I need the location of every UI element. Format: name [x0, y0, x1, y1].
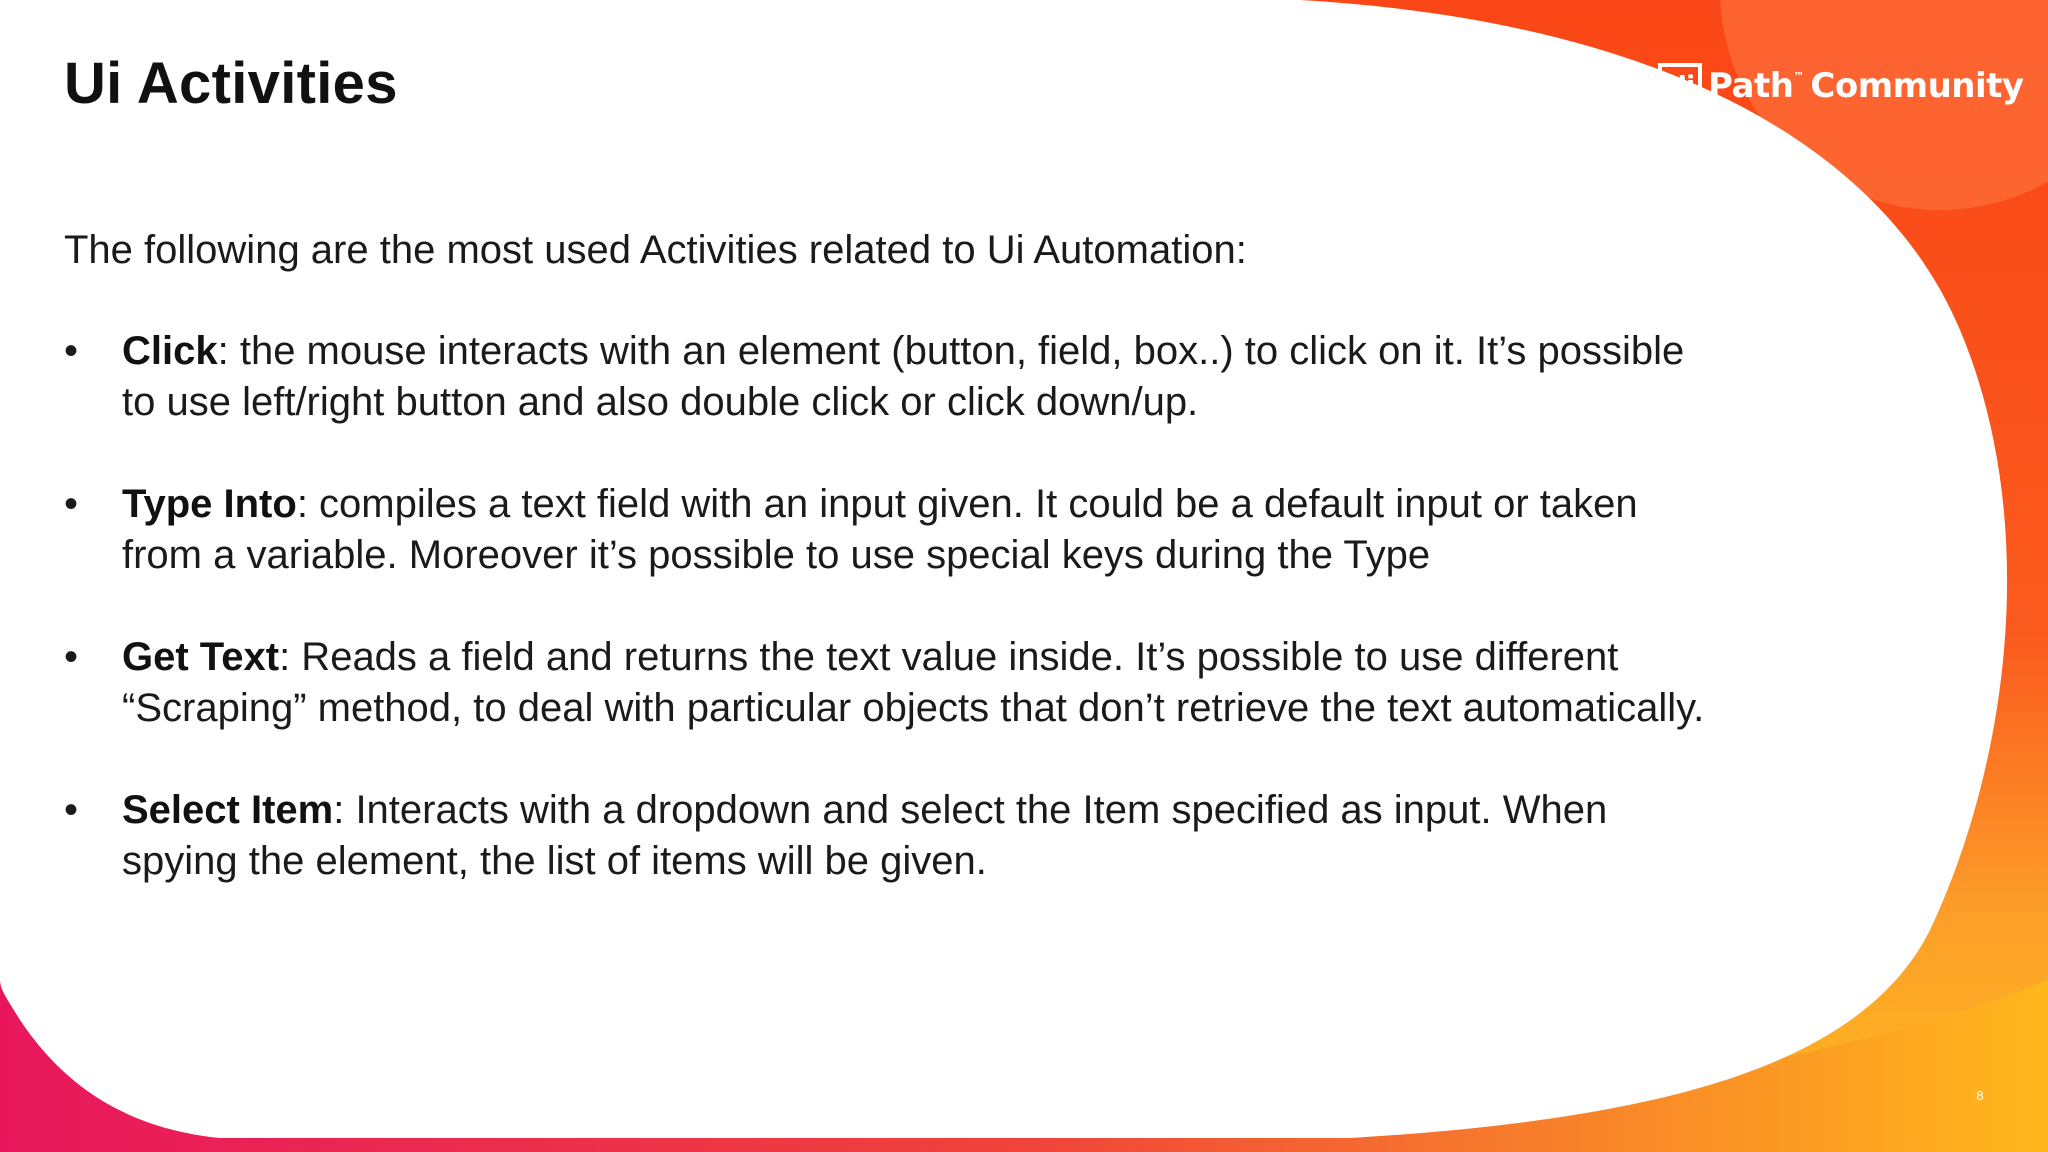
logo-trademark: ™ — [1793, 69, 1805, 83]
logo-community-text: Community — [1810, 66, 2024, 106]
list-item-click — [64, 326, 1724, 428]
uipath-community-logo — [1658, 60, 2024, 112]
activity-description: : Reads a field and returns the text value inside. It’s possible to use different “Scraping” method, to deal with particular objects that don’t retrieve the text automatically. — [122, 635, 1705, 730]
logo-box-mark: Ui — [1658, 63, 1702, 109]
bullet-marker: • — [64, 329, 79, 373]
page-number: 8 — [1976, 1088, 1984, 1103]
activity-term: Click — [122, 329, 218, 373]
activity-term: Get Text — [122, 635, 280, 679]
intro-text: The following are the most used Activities related to Ui Automation: — [64, 228, 1247, 272]
activity-description: : Interacts with a dropdown and select the Item specified as input. When spying the element, the list of items will be given. — [122, 788, 1608, 883]
activity-term: Select Item — [122, 788, 334, 832]
activities-list — [64, 326, 1724, 938]
activity-description: : the mouse interacts with an element (button, field, box..) to click on it. It’s possible to use left/right button and also double click or click down/up. — [122, 329, 1685, 424]
list-item-select-item — [64, 785, 1724, 887]
bullet-marker: • — [64, 788, 79, 832]
activity-description: : compiles a text field with an input given. It could be a default input or taken from a variable. Moreover it’s possible to use special keys during the Type — [122, 482, 1638, 577]
list-item-get-text — [64, 632, 1724, 734]
list-item-type-into — [64, 479, 1724, 581]
activity-term: Type Into — [122, 482, 297, 526]
bullet-marker: • — [64, 635, 79, 679]
logo-path-text: Path — [1708, 66, 1794, 106]
bullet-marker: • — [64, 482, 79, 526]
slide-title: Ui Activities — [64, 51, 398, 116]
